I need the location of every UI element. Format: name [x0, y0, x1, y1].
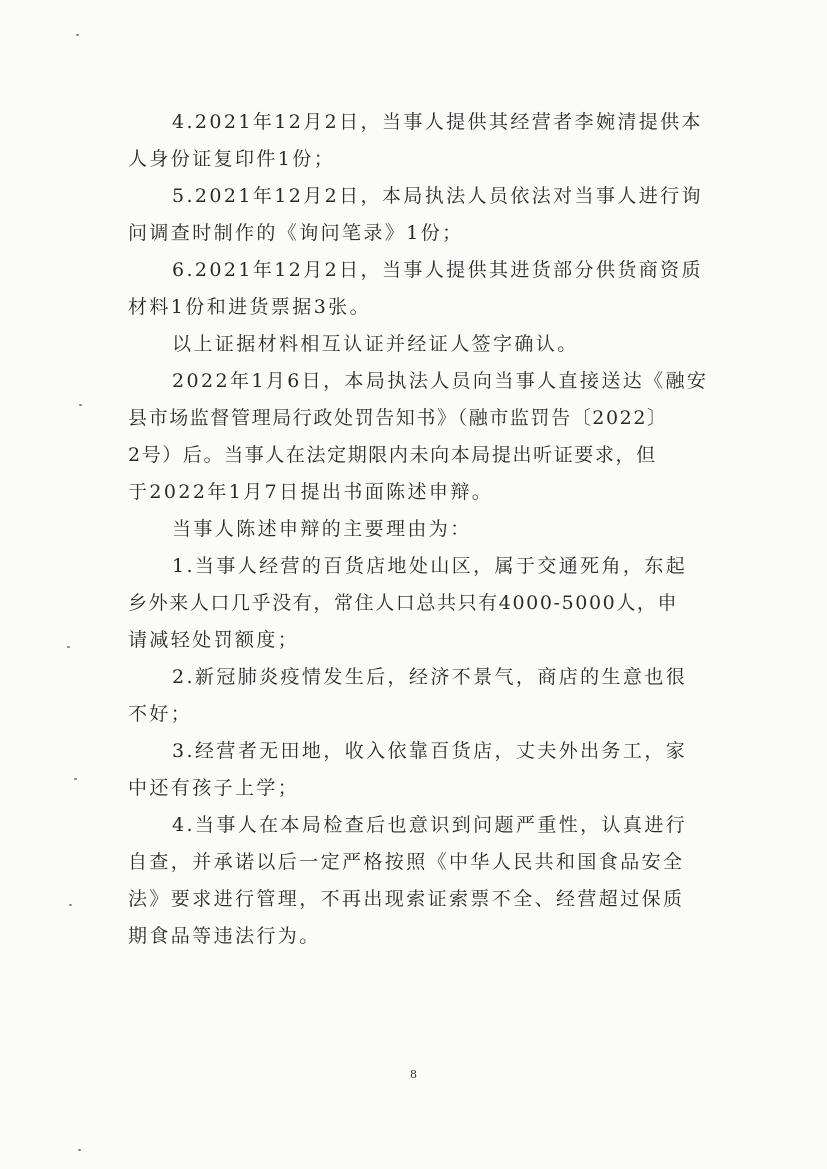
paragraph-line: 中还有孩子上学； — [128, 777, 300, 799]
paragraph-line: 人身份证复印件1份； — [128, 148, 336, 170]
paragraph-line: 2022年1月6日，本局执法人员向当事人直接送达《融安 — [172, 370, 708, 392]
paragraph-line: 3.经营者无田地，收入依靠百货店，丈夫外出务工，家 — [172, 740, 688, 762]
paragraph-line: 乡外来人口几乎没有，常住人口总共只有4000-5000人，申 — [128, 592, 679, 614]
paragraph-line: 2号）后。当事人在法定期限内未向本局提出听证要求，但 — [128, 444, 657, 466]
scan-speck — [76, 34, 79, 36]
scan-speck — [78, 1149, 81, 1151]
paragraph-line: 于2022年1月7日提出书面陈述申辩。 — [128, 481, 494, 503]
scan-speck — [69, 904, 72, 906]
paragraph-line: 县市场监督管理局行政处罚告知书》（融市监罚告〔2022〕 — [128, 407, 668, 429]
paragraph-line: 问调查时制作的《询问笔录》1份； — [128, 222, 464, 244]
paragraph-line: 材料1份和进货票据3张。 — [128, 296, 371, 318]
scan-speck — [74, 778, 77, 780]
paragraph-line: 请减轻处罚额度； — [128, 629, 300, 651]
paragraph-line: 6.2021年12月2日，当事人提供其进货部分供货商资质 — [172, 259, 703, 281]
paragraph-line: 4.当事人在本局检查后也意识到问题严重性，认真进行 — [172, 814, 688, 836]
paragraph-line: 以上证据材料相互认证并经证人签字确认。 — [172, 333, 579, 355]
paragraph-line: 5.2021年12月2日，本局执法人员依法对当事人进行询 — [172, 185, 703, 207]
paragraph-line: 自查，并承诺以后一定严格按照《中华人民共和国食品安全 — [128, 851, 685, 873]
paragraph-line: 2.新冠肺炎疫情发生后，经济不景气，商店的生意也很 — [172, 666, 688, 688]
paragraph-line: 4.2021年12月2日，当事人提供其经营者李婉清提供本 — [172, 111, 703, 133]
paragraph-line: 期食品等违法行为。 — [128, 925, 321, 947]
page-number: 8 — [410, 1068, 417, 1081]
scan-speck — [67, 646, 70, 648]
paragraph-line: 不好； — [128, 703, 193, 725]
paragraph-line: 法》要求进行管理，不再出现索证索票不全、经营超过保质 — [128, 888, 685, 910]
paragraph-line: 1.当事人经营的百货店地处山区，属于交通死角，东起 — [172, 555, 688, 577]
scan-speck — [79, 404, 82, 406]
paragraph-line: 当事人陈述申辩的主要理由为： — [172, 518, 472, 540]
document-body — [128, 104, 708, 955]
